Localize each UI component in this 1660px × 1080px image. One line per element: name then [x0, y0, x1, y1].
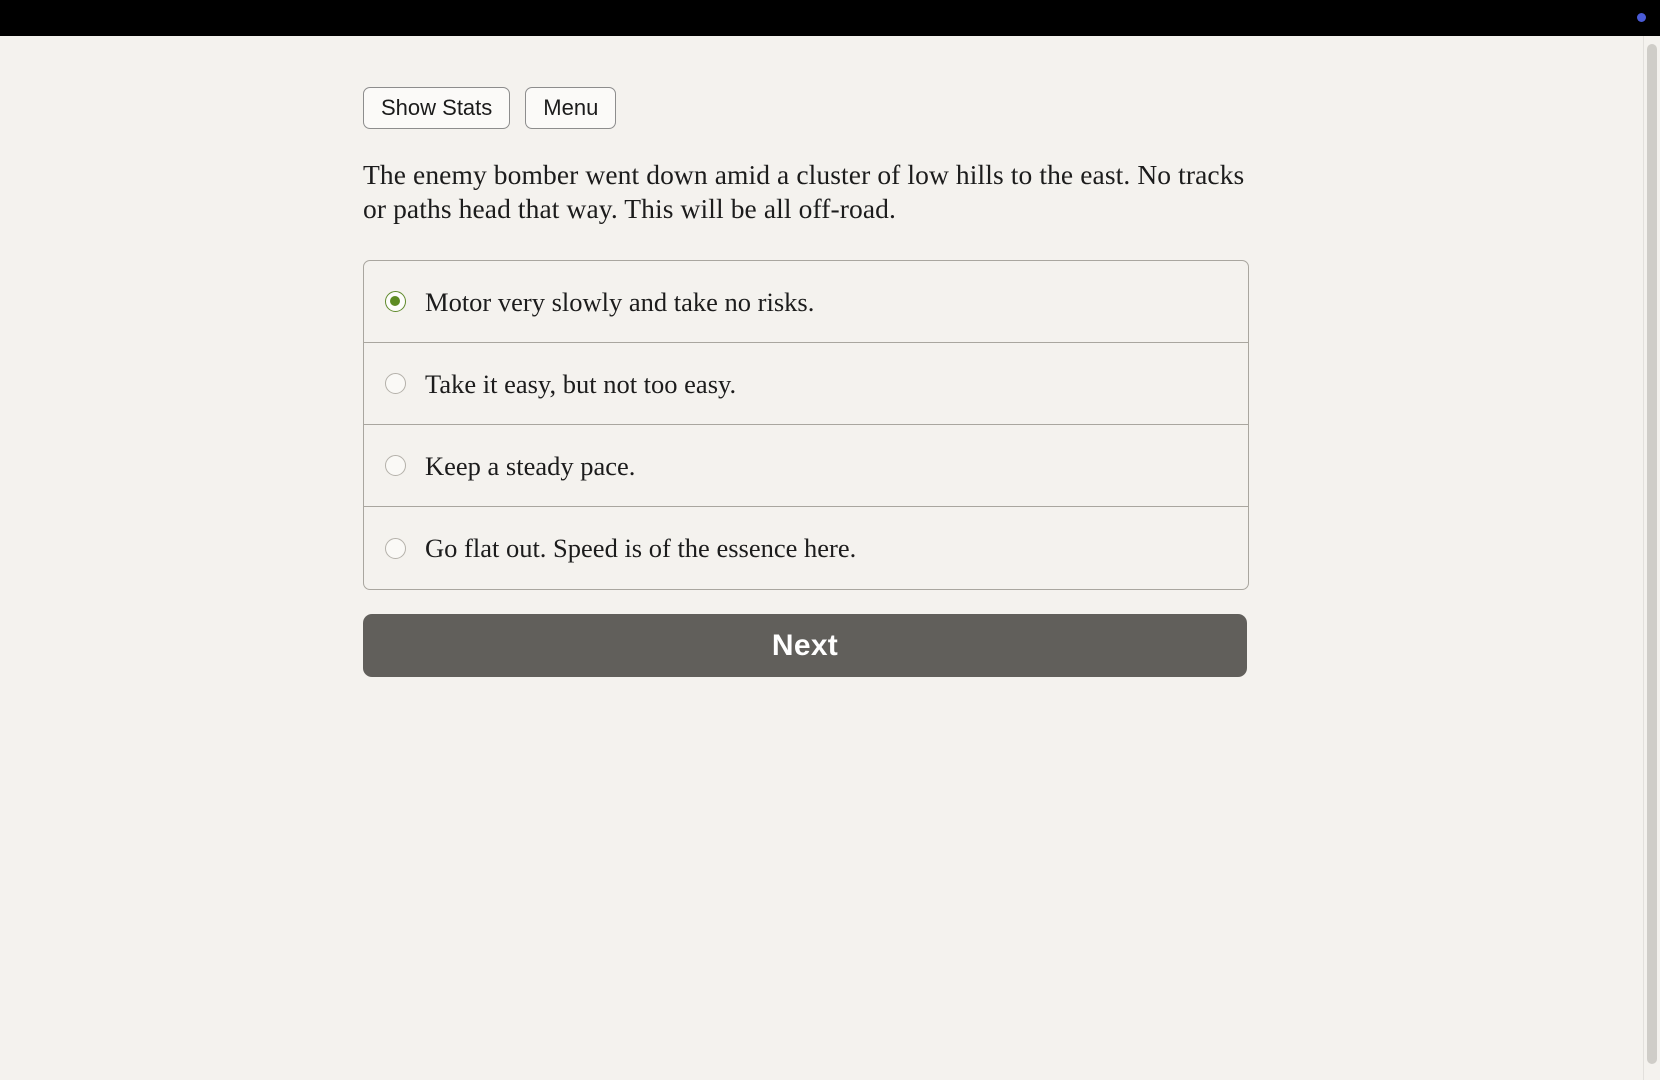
toolbar: [363, 87, 1283, 129]
radio-icon[interactable]: [385, 455, 406, 476]
radio-icon[interactable]: [385, 538, 406, 559]
system-top-bar: [0, 0, 1660, 36]
radio-icon[interactable]: [385, 373, 406, 394]
choice-label: Keep a steady pace.: [425, 450, 636, 481]
status-indicator-dot: [1637, 13, 1646, 22]
choice-option-1[interactable]: [364, 261, 1248, 343]
show-stats-button[interactable]: Show Stats: [363, 87, 510, 129]
choice-label: Take it easy, but not too easy.: [425, 368, 737, 399]
choice-option-2[interactable]: [364, 343, 1248, 425]
choice-option-4[interactable]: [364, 507, 1248, 589]
choice-label: Go flat out. Speed is of the essence here.: [425, 533, 857, 564]
radio-icon-selected[interactable]: [385, 291, 406, 312]
page-scrollbar[interactable]: [1643, 36, 1660, 1080]
choice-list: [363, 260, 1249, 590]
scrollbar-thumb[interactable]: [1647, 44, 1657, 1064]
main-content: [363, 36, 1283, 677]
choice-option-3[interactable]: [364, 425, 1248, 507]
next-button[interactable]: Next: [363, 614, 1247, 677]
choice-label: Motor very slowly and take no risks.: [425, 286, 815, 317]
story-paragraph: The enemy bomber went down amid a cluster of low hills to the east. No tracks or paths head that way. This will be all off-road.: [363, 159, 1245, 224]
menu-button[interactable]: Menu: [525, 87, 616, 129]
